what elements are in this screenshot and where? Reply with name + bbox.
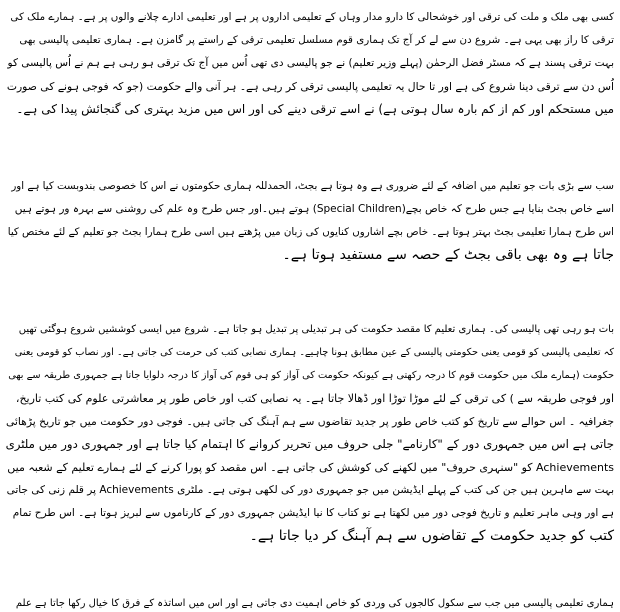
text-line: اسے خاص بجٹ بنایا ہے جس طرح کہ خاص بچے(Special Children) ہوتے ہیں۔اور جس طرح وہ علم کی روشنی سے بہرہ ور ہوتے ہیں	[14, 203, 614, 215]
text-line: اور فوجی طریقہ سے ) کی ترقی کے لئے موڑا توڑا اور ڈھالا جاتا ہے۔ یہ نصابی کتب اور خاص طور پر معاشرتی علوم کی کتب تاریخ،	[15, 392, 614, 405]
text-line: Achievements کو "سنہری حروف" میں لکھنے کی کوشش کی جاتی ہے۔ اس مقصد کو پورا کرنے کے لئے ہمارے تعلیم کے شعبہ میں	[7, 461, 614, 474]
text-line: ہے اور وہی ماہر تعلیم و تاریخ فوجی دور میں لکھتا ہے تو کتاب کا نیا ایڈیشن جمہوری دور کے کارناموں سے لبریز ہوتا ہے۔ اس طرح تمام	[12, 507, 614, 519]
text-line: کسی بھی ملک و ملت کی ترقی اور خوشحالی کا دارو مدار وہاں کے تعلیمی اداروں پر ہے اور تعلیمی ادارے چلانے والوں پر ہے۔ ہمارے ملک کی	[10, 11, 614, 23]
paragraph-education-policy	[6, 6, 614, 121]
text-line: جغرافیہ ۔ اس حوالے سے تاریخ کو کتب خاص طور پر جدید تقاضوں سے ہم آہنگ کی جاتی ہیں۔ فوجی دور حکومت میں جو تاریخ پڑھائی	[5, 415, 614, 428]
text-line: سب سے بڑی بات جو تعلیم میں اضافہ کے لئے ضروری ہے وہ ہوتا ہے بجٹ، الحمدللہ ہماری حکومتوں نے اس کا خصوصی بندوبست کیا ہے اور	[11, 180, 614, 192]
paragraph-uniform-policy	[6, 592, 614, 612]
text-line: ترقی کا راز بھی یہی ہے۔ شروع دن سے لے کر آج تک ہماری قوم مسلسل تعلیمی ترقی کے راستے پر گامزن ہے۔ ہماری تعلیمی پالیسی بھی	[19, 34, 614, 46]
text-line: اُس دن سے ترقی دینا شروع کی ہے اور تا حال یہ تعلیمی پالیسی ترقی کر رہی ہے۔ ہر آنی والے حکومت (جو کہ فوجی ہونے کی صورت	[6, 80, 614, 93]
text-line: جاتا ہے وہ بھی باقی بجٹ کے حصہ سے مستفید ہوتا ہے۔	[282, 247, 614, 263]
paragraph-education-budget	[6, 175, 614, 267]
text-line: میں مستحکم اور کم از کم بارہ سال ہوتی ہے) نے اسے ترقی دینے کی اور اس میں مزید بہتری کی گنجائش پیدا کی ہے۔	[16, 102, 614, 116]
text-line: اس طرح ہمارا تعلیمی بجٹ بہتر ہوتا ہے۔ خاص بچے اشاروں کنایوں کی زبان میں پڑھتے ہیں اسی طرح ہمارا بجٹ جو تعلیم کے لئے مختص کیا	[7, 226, 614, 238]
text-line: کتب کو جدید حکومت کے تقاضوں سے ہم آہنگ کر دیا جاتا ہے۔	[249, 528, 614, 544]
text-line: حکومت (ہمارے ملک میں حکومت قوم کا درجہ رکھتی ہے کیونکہ حکومت کی آواز کو ہی قوم کی آواز کا درجہ دلوایا جاتا ہے جمہوری طریقہ سے بھی	[8, 370, 614, 381]
text-line: بہت سے ماہرین ہیں جن کی کتب کے پہلے ایڈیشن میں جو جمہوری دور کی لکھی ہوتی ہے۔ ملٹری Achievements پر قلم زنی کی جاتی	[6, 484, 614, 496]
text-line: بات ہو رہی تھی پالیسی کی۔ ہماری تعلیم کا مقصد حکومت کی ہر تبدیلی پر تبدیل ہو جاتا ہے۔ شروع میں ایسی کوششیں شروع ہوگئی تھیں	[18, 324, 614, 335]
text-line: ہماری تعلیمی پالیسی میں جب سے سکول کالجوں کی وردی کو خاص اہمیت دی جاتی ہے اور اس میں اساتذہ کے فرق کا خیال رکھا جاتا ہے علم	[15, 598, 614, 609]
text-line: جاتی ہے اس میں جمہوری دور کے "کارنامے" جلی حروف میں تحریر کروانے کا اہتمام کیا جاتا ہے اور جمہوری دور میں ملٹری	[5, 437, 614, 451]
text-line: کہ تعلیمی پالیسی کو قومی یعنی حکومتی پالیسی کے عین مطابق ہونا چاہیے۔ ہماری نصابی کتب کی حرمت کی جاتی ہے۔ اور نصاب کو قومی یعنی	[14, 347, 614, 358]
paragraph-curriculum-history	[6, 318, 614, 548]
text-line: بہت ترقی پسند ہے کہ مسٹر فضل الرحمٰن (پہلے وزیر تعلیم) نے جو پالیسی دی تھی اُس میں آج تک ترقی ہو رہی ہے ہم نے اُس پالیسی کو	[7, 57, 614, 69]
